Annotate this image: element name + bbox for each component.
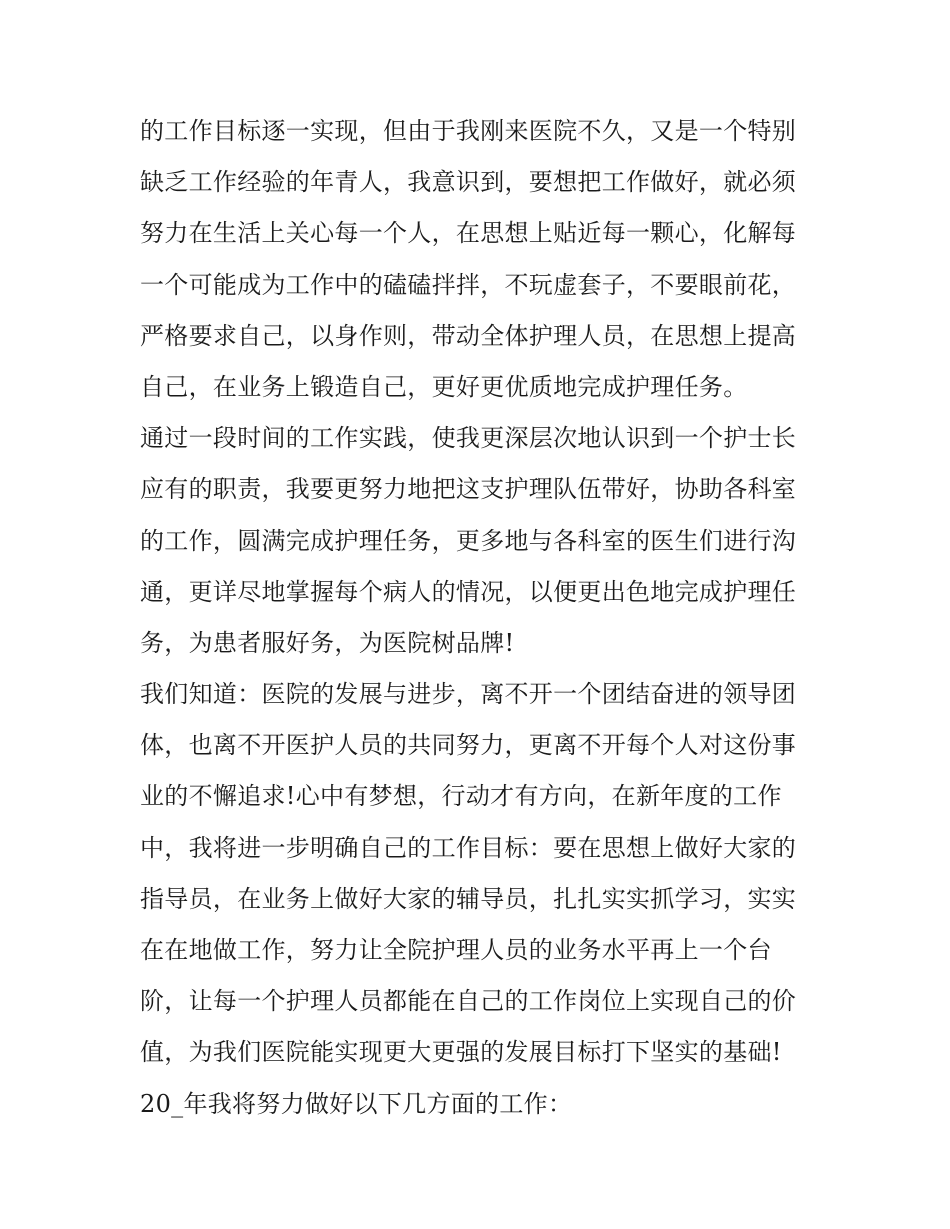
text-line: 中，我将进一步明确自己的工作目标：要在思想上做好大家的 xyxy=(140,833,797,862)
text-line: 业的不懈追求!心中有梦想，行动才有方向，在新年度的工作 xyxy=(140,782,782,811)
text-line: 值，为我们医院能实现更大更强的发展目标打下坚实的基础! xyxy=(140,1038,782,1067)
text-line: 的工作，圆满完成护理任务，更多地与各科室的医生们进行沟 xyxy=(140,526,797,555)
text-line: 应有的职责，我要更努力地把这支护理队伍带好，协助各科室 xyxy=(140,475,797,504)
text-line: 努力在生活上关心每一个人，在思想上贴近每一颗心，化解每 xyxy=(140,219,797,248)
text-line: 的工作目标逐一实现，但由于我刚来医院不久，又是一个特别 xyxy=(140,117,797,145)
text-line: 体，也离不开医护人员的共同努力，更离不开每个人对这份事 xyxy=(140,731,797,760)
text-line: 一个可能成为工作中的磕磕拌拌，不玩虚套子，不要眼前花， xyxy=(140,270,797,299)
text-line: 我们知道：医院的发展与进步，离不开一个团结奋进的领导团 xyxy=(140,680,797,709)
text-line: 通，更详尽地掌握每个病人的情况，以便更出色地完成护理任 xyxy=(140,577,797,606)
text-line: 务，为患者服好务，为医院树品牌! xyxy=(140,628,515,657)
text-line: 严格要求自己，以身作则，带动全体护理人员，在思想上提高 xyxy=(140,321,797,350)
text-line: 在在地做工作，努力让全院护理人员的业务水平再上一个台 xyxy=(140,936,772,964)
text-line: 缺乏工作经验的年青人，我意识到，要想把工作做好，就必须 xyxy=(140,168,797,197)
text-line: 阶，让每一个护理人员都能在自己的工作岗位上实现自己的价 xyxy=(140,987,797,1016)
body-text xyxy=(140,106,820,1130)
text-line: 通过一段时间的工作实践，使我更深层次地认识到一个护士长 xyxy=(140,424,797,453)
text-line: 指导员，在业务上做好大家的辅导员，扎扎实实抓学习，实实 xyxy=(140,884,797,913)
text-line: 20_年我将努力做好以下几方面的工作： xyxy=(140,1089,573,1118)
text-line: 自己，在业务上锻造自己，更好更优质地完成护理任务。 xyxy=(140,372,748,401)
